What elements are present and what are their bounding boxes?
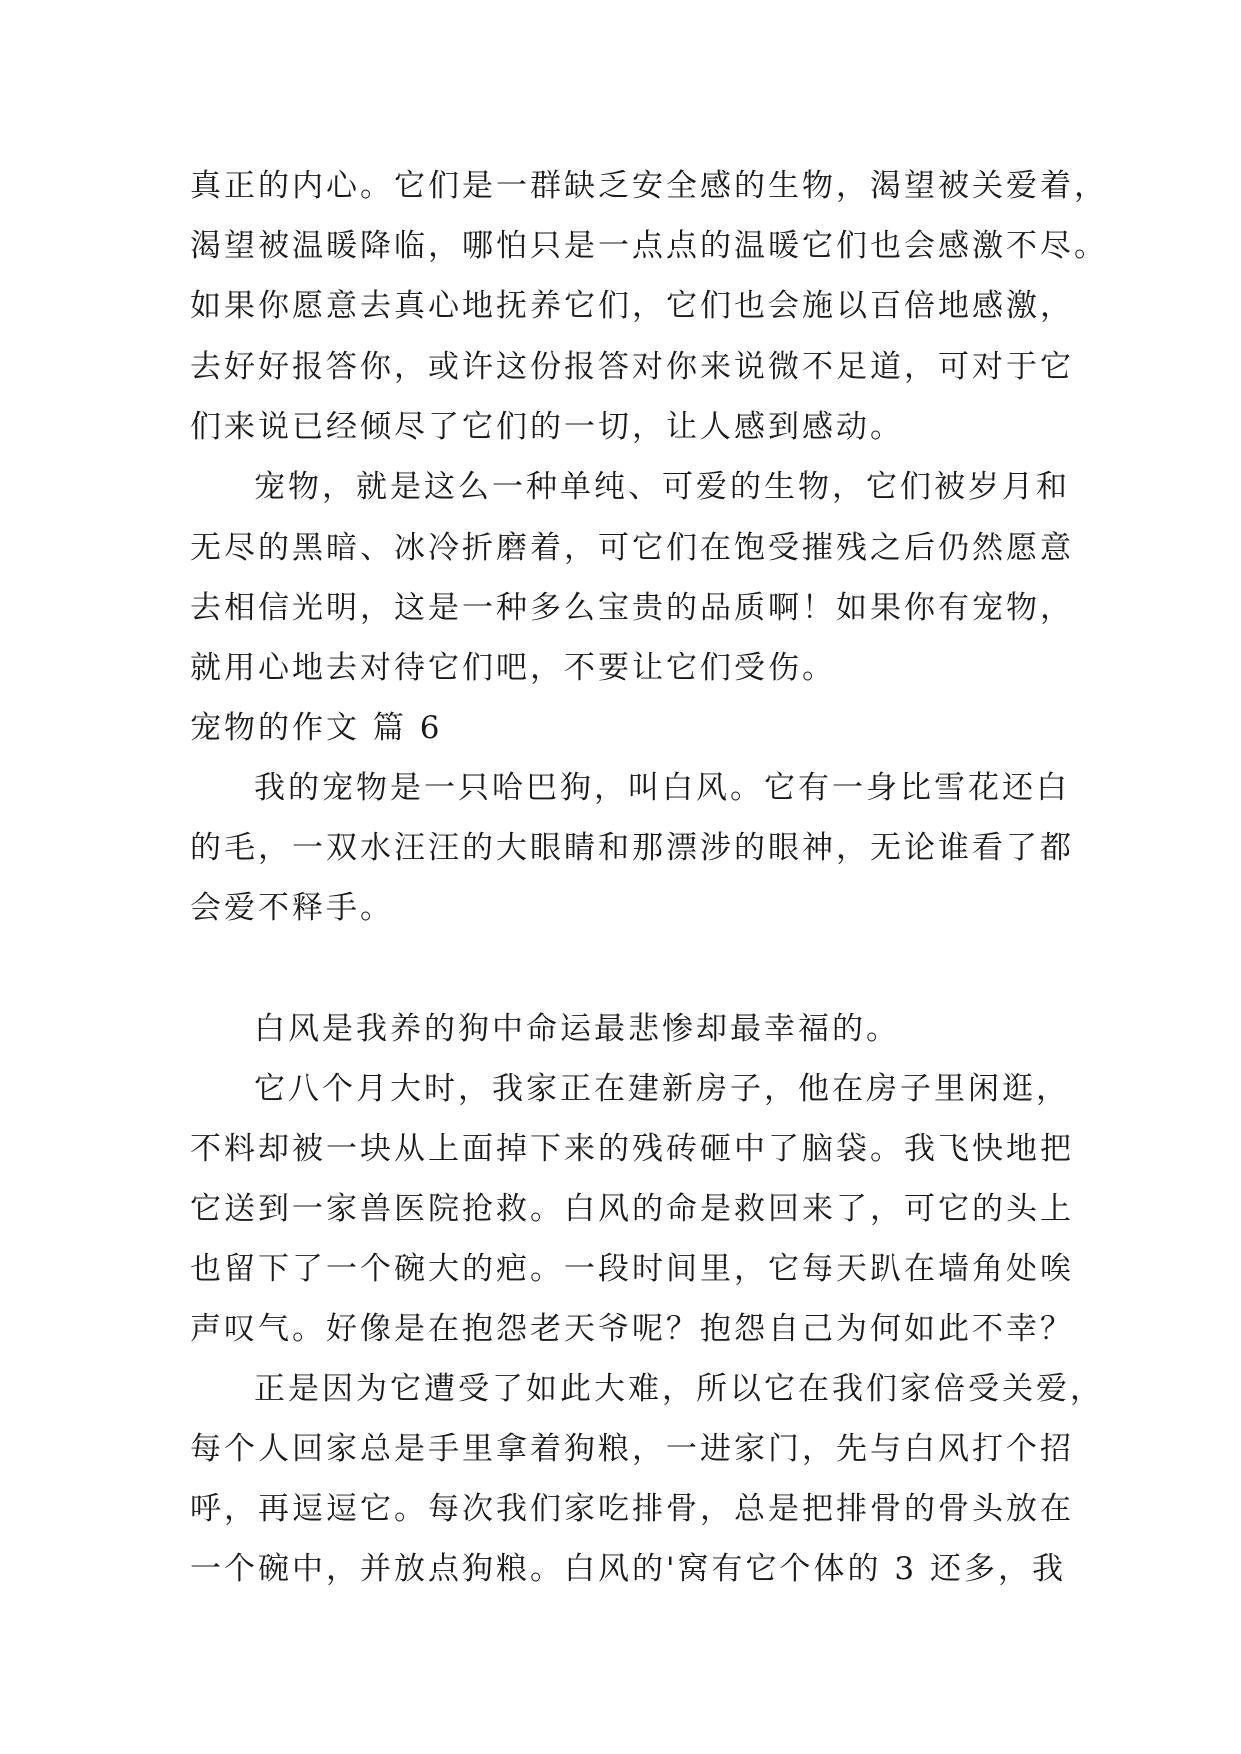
text-line: 一个碗中，并放点狗粮。白风的'窝有它个体的 3 还多，我 [190, 1551, 1066, 1587]
paragraph-first-line: 白风是我养的狗中命运最悲惨却最幸福的。 [254, 1011, 900, 1047]
text-line: 去相信光明，这是一种多么宝贵的品质啊！如果你有宠物， [190, 590, 1074, 626]
text-line: 每个人回家总是手里拿着狗粮，一进家门，先与白风打个招 [190, 1431, 1074, 1467]
text-line: 无尽的黑暗、冰冷折磨着，可它们在饱受摧残之后仍然愿意 [190, 530, 1074, 566]
text-line: 的毛，一双水汪汪的大眼睛和那漂涉的眼神，无论谁看了都 [190, 830, 1074, 866]
text-line: 会爱不释手。 [190, 890, 394, 926]
text-line: 渴望被温暖降临，哪怕只是一点点的温暖它们也会感激不尽。 [190, 228, 1108, 264]
text-line: 不料却被一块从上面掉下来的残砖砸中了脑袋。我飞快地把 [190, 1131, 1074, 1167]
text-line: 也留下了一个碗大的疤。一段时间里，它每天趴在墙角处唉 [190, 1251, 1074, 1287]
text-line: 去好好报答你，或许这份报答对你来说微不足道，可对于它 [190, 349, 1074, 385]
text-line: 真正的内心。它们是一群缺乏安全感的生物，渴望被关爱着， [190, 168, 1108, 204]
text-line: 们来说已经倾尽了它们的一切，让人感到感动。 [190, 409, 904, 445]
paragraph-first-line: 正是因为它遭受了如此大难，所以它在我们家倍受关爱， [254, 1371, 1104, 1407]
text-line: 呼，再逗逗它。每次我们家吃排骨，总是把排骨的骨头放在 [190, 1491, 1074, 1527]
section-heading: 宠物的作文 篇 6 [190, 710, 443, 746]
paragraph-first-line: 它八个月大时，我家正在建新房子，他在房子里闲逛， [254, 1071, 1070, 1107]
text-line: 如果你愿意去真心地抚养它们，它们也会施以百倍地感激， [190, 288, 1074, 324]
text-line: 它送到一家兽医院抢救。白风的命是救回来了，可它的头上 [190, 1191, 1074, 1227]
text-line: 就用心地去对待它们吧，不要让它们受伤。 [190, 650, 836, 686]
text-line: 声叹气。好像是在抱怨老天爷呢？抱怨自己为何如此不幸？ [190, 1311, 1074, 1347]
paragraph-first-line: 宠物，就是这么一种单纯、可爱的生物，它们被岁月和 [254, 469, 1070, 505]
paragraph-first-line: 我的宠物是一只哈巴狗，叫白风。它有一身比雪花还白 [254, 770, 1070, 806]
